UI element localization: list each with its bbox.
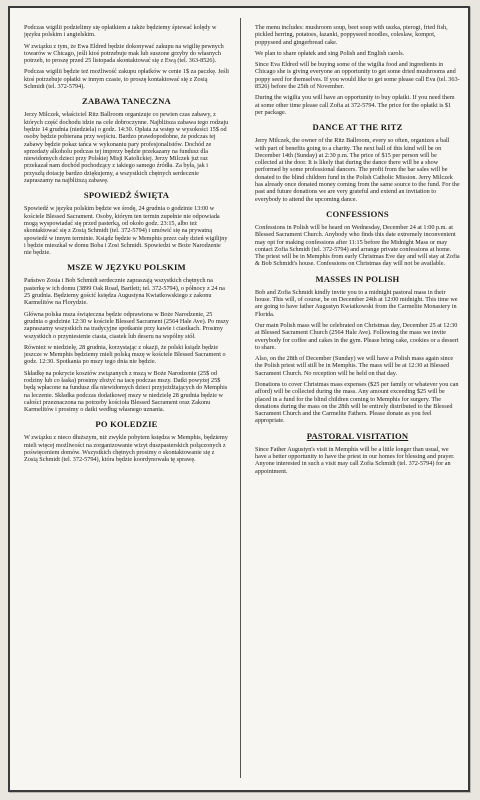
po-koledzie-paragraph: W związku z nieco dłuższym, niż zwykle pobytem księdza w Memphis, będziemy mieli więcej możliwości na zorganizowanie wizyt duszpasterskich połączonych z poświęceniem domów. Wszystkich chętnych prosimy o skontaktowanie się z Zosią Schmidt (tel. 372-5794), która będzie koordynowała tę sprawę. [24,434,228,464]
masses-paragraph-3: Also, on the 28th of December (Sunday) we will have a Polish mass again since the Polish priest will still be in Memphis. The mass will be at 12:30 at Blessed Sacrament Church. No reception will be held on that day. [255,355,454,377]
confessions-heading: CONFESSIONS [326,208,389,219]
spowiedz-heading: SPOWIEDŹ ŚWIĘTA [83,190,170,201]
english-column [255,24,460,778]
menu-paragraph-2: We plan to share opłatek and sing Polish and English carols. [255,49,405,57]
msze-paragraph-1: Państwo Zosia i Bob Schmidt serdecznie zapraszają wszystkich chętnych na pasterkę w ich domu (3899 Oak Road, Bartlett; tel. 372-5794), o północy z 24 na 25 grudnia. Będziemy gościć księdza Augustyna Kwiatkowskiego z zakonu Karmelitów na Florydzie. [24,277,225,307]
po-koledzie-heading: PO KOLEDZIE [95,419,158,430]
intro-paragraph-2: W związku z tym, że Ewa Eldred będzie dokonywać zakupu na wigilię pewnych towarów w Chicago, jeśli ktoś potrzebuje mak lub suszone grzyby do własnych potrzeb, to proszę przed 25 listopada skontaktować się z Ewą (tel. 363-8526). [24,42,224,65]
zabawa-heading: ZABAWA TANECZNA [82,96,171,107]
intro-paragraph-1: Podczas wigilii podzielimy się opłatkiem a także będziemy śpiewać kolędy w języku polskim i angielskim. [24,24,217,39]
pastoral-heading-text: PASTORAL VISITATION [306,430,409,441]
column-divider [240,18,241,778]
msze-heading: MSZE W JĘZYKU POLSKIM [67,262,186,273]
masses-paragraph-1: Bob and Zofia Schmidt kindly invite you to a midnight pastoral mass in their house. This will, of course, be on December 24th at 12:00 midnight. This time we are going to have father Augustyn Kwiatkowski from the Carmelite Monastery in Florida. [255,288,458,318]
intro-paragraph-3: Podczas wigilii będzie też możliwość zakupu opłatków w cenie 1$ za paczkę. Jeśli ktoś potrzebuje opłatki w innym czasie, to proszę kontaktować się z Zosią Schmidt (tel. 372-5794). [24,68,229,91]
spowiedz-paragraph: Spowiedź w języku polskim będzie we środę, 24 grudnia o godzinie 13:00 w kościele Blessed Sacrament. Osoby, którym ten termin zupełnie nie odpowiada mogą wyspowiadać się przed pasterką, od około godz. 23:15, albo też skontaktować się z Zosią Schmidt (tel. 372-5794) i umówić się na prywatną spowiedź w innym terminie. Ksiądz będzie w Memphis przez cały dzień wigilijny i będzie mieszkał w domu Boba i Zosi Schmidt. Spowiedzi w Boże Narodzenie nie będzie. [24,205,228,257]
polish-column [24,24,229,778]
pastoral-paragraph: Since Father Augustyn's visit in Memphis will be a little longer than usual, we have a better opportunity to have the priest in our homes for blessing and prayer. Anyone interested in such a visit may call Zofia Schmidt (tel. 372-5794) for an appointment. [255,445,455,475]
pastoral-heading [255,431,460,441]
newsletter-page [8,6,470,792]
msze-paragraph-4: Składkę na pokrycie kosztów związanych z mszą w Boże Narodzenie (25$ od rodziny lub co łaska) prosimy złożyć na tacę podczas mszy. Datki powyżej 25$ będą wpłacone na fundusz dla niewidomych dzieci przyjeżdżających do Memphis na leczenie. Składka podczas dodatkowej mszy w niedzielę 28 grudnia będzie w całości przeznaczona na potrzeby kościoła Blessed Sacrament oraz Zakonu Karmelitów i prosimy o datki według własnego uznania. [24,369,228,414]
masses-paragraph-2: Our main Polish mass will be celebrated on Christmas day, December 25 at 12:30 at Blessed Sacrament Church (2564 Hale Ave). Following the mass we invite everybody for coffee and cakes in the gym. Please bring cake, cookies or a dessert to share. [255,321,459,351]
masses-heading: MASSES IN POLISH [315,273,400,284]
confessions-paragraph: Confessions in Polish will be heard on Wednesday, December 24 at 1:00 p.m. at Blessed Sacrament Church. Anybody who finds this date extremely inconvenient may opt for making confessions after 11:15 before the Midnight Mass or may contact Zofia Schmidt (tel. 372-5794) and arrange private confessions at home. The priest will be in Memphis from early Christmas Eve day and will stay at Zofia & Bob Schmidt's house. Confessions on Christmas day will not be available. [255,223,460,268]
masses-paragraph-4: Donations to cover Christmas mass expenses ($25 per family or whatever you can afford) will be collected during the mass. Any amount exceeding $25 will be placed in a fund for the blind children coming to Memphis for surgery. The donations during the mass on the 28th will be entirely distributed to the Blessed Sacrament Church and the Carmelite Fathers. Please donate as you feel appropriate. [255,380,459,425]
dance-paragraph: Jerry Milczek, the owner of the Ritz Ballroom, every so often, organizes a ball with part of benefits going to a charity. The next ball of this kind will be on December 14th (Sunday) at 2:30 p.m. The price of $15 per person will be collected at the door. It is likely that during the dance there will be a show performed by some professional dancers. The profit from the bar sales will be donated to the blind children fund in the Polish Catholic Mission. Jerry Milczek has already once donated money coming from the same source to the fund. For the past and future donations we are very grateful and extend an invitation to everybody to attend the upcoming dance. [255,137,460,203]
menu-paragraph-3: Since Eva Eldred will be buying some of the wigilia food and ingredients in Chicago she is giving everyone an opportunity to get some dried mushrooms and poppy seed for themselves. If you would like to get some please call Eva (tel. 363-8526) before the 25th of November. [255,61,460,91]
menu-paragraph-1: The menu includes: mushroom soup, beet soup with uszka, pierogi, fried fish, pickled herring, potatoes, łazanki, poppyseed noodles, coleslaw, kompot, poppyseed and gingerbread cake. [255,24,448,46]
msze-paragraph-2: Główna polska msza świąteczna będzie odprawiona w Boże Narodzenie, 25 grudnia o godzinie 12:30 w kościele Blessed Sacrament (2564 Hale Ave). Po mszy zapraszamy wszystkich na tradycyjne spotkanie przy kawie i ciastkach. Prosimy wszystkich o przyniesienie ciasta, ciastek lub deseru na wspólny stół. [24,310,229,340]
dance-heading: DANCE AT THE RITZ [312,122,403,133]
zabawa-paragraph: Jerzy Milczek, właściciel Ritz Ballroom organizuje co pewien czas zabawy, z których część dochodu idzie na cele dobroczynne. Najbliższa zabawa tego rodzaju będzie 14 grudnia (niedziela) o godz. 14:30. Opłata za wstęp w wysokości 15$ od osoby będzie pobierana przy wejściu. Bardzo prawdopodobne, że podczas tej zabawy będzie pokaz tańca w wykonaniu pary profesjonalistów. Dochód ze sprzedaży alkoholu podczas tej imprezy będzie przekazany na fundusz dla niewidomych dzieci przy Polskiej Misji Katolickiej. Jerzy Milczek już raz przekazał nam dochód pochodzący z takiego samego źródła. Za była, jak i przyszłą dotację bardzo dziękujemy, a wszystkich chętnych serdecznie zapraszamy na najbliższą zabawę. [24,111,229,185]
msze-paragraph-3: Również w niedzielę, 28 grudnia, korzystając z okazji, że polski ksiądz będzie jeszcze w Memphis będziemy mieli polską mszę w kościele Blessed Sacrament o godz. 12:30. Spotkania po mszy tego dnia nie będzie. [24,343,226,366]
menu-paragraph-4: During the wigilia you will have an opportunity to buy opłatki. If you need them at some other time please call Zofia at 372-5794. The price for the opłatki is $1 per package. [255,94,455,116]
